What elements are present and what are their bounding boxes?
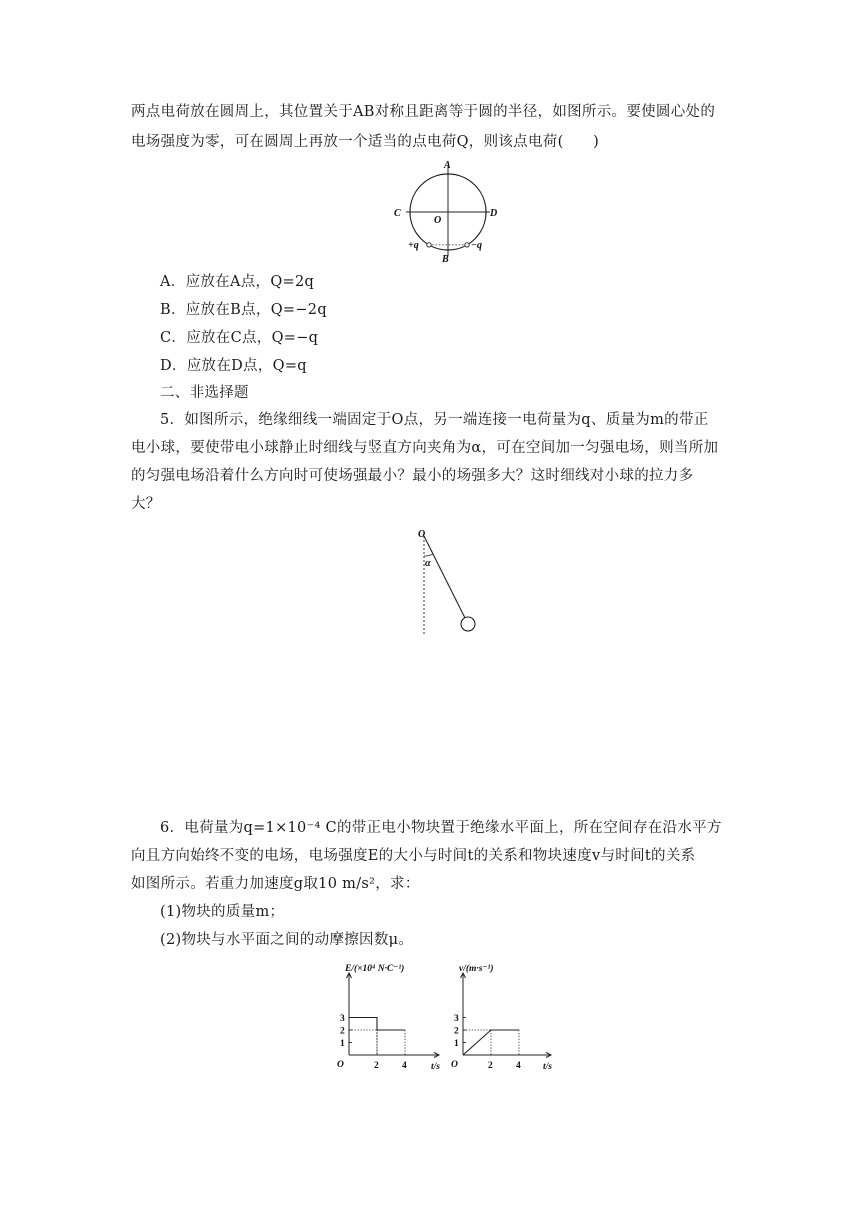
- chart-v-origin-label: O: [451, 1060, 458, 1070]
- label-alpha: α: [425, 558, 431, 569]
- q6-stem-line1: 6．电荷量为q=1×10⁻⁴ C的带正电小物块置于绝缘水平面上，所在空间存在沿水平方: [160, 820, 722, 836]
- q4-option-a: A．应放在A点，Q=2q: [160, 274, 315, 290]
- label-minus-q: −q: [471, 240, 483, 251]
- chart-e-y-tick-label: 2: [340, 1026, 345, 1037]
- label-plus-q: +q: [408, 240, 419, 251]
- chart-v-ylabel: v/(m·s⁻¹): [459, 964, 494, 974]
- chart-e-origin-label: O: [337, 1060, 344, 1070]
- thread: [424, 536, 465, 618]
- label-a: A: [444, 160, 451, 171]
- chart-v-x-tick-label: 2: [488, 1061, 493, 1071]
- chart-e-x-tick-label: 4: [402, 1061, 407, 1071]
- q5-stem-line2: 电小球，要使带电小球静止时细线与竖直方向夹角为α，可在空间加一匀强电场，则当所加: [131, 440, 719, 456]
- q4-stem-line2: 电场强度为零，可在圆周上再放一个适当的点电荷Q，则该点电荷( ): [131, 134, 600, 150]
- q6-sub-question-2: (2)物块与水平面之间的动摩擦因数μ。: [160, 932, 414, 948]
- label-o: O: [434, 215, 442, 226]
- chart-v-y-tick-label: 2: [454, 1026, 459, 1037]
- chart-v-vs-t: [452, 960, 562, 1070]
- q4-option-c: C．应放在C点，Q=−q: [160, 330, 319, 346]
- chart-e-y-tick-label: 1: [340, 1039, 345, 1049]
- q4-option-d: D．应放在D点，Q=q: [160, 358, 307, 374]
- charge-minus-marker: [465, 243, 469, 247]
- pendulum-figure: [410, 526, 490, 638]
- charged-ball: [461, 617, 475, 631]
- chart-v-xlabel: t/s: [543, 1062, 552, 1072]
- label-c: C: [394, 208, 401, 219]
- q6-sub-question-1: (1)物块的质量m；: [160, 904, 285, 920]
- chart-v-x-tick-label: 4: [516, 1061, 521, 1071]
- q5-stem-line4: 大？: [131, 496, 161, 512]
- q4-stem-line1: 两点电荷放在圆周上，其位置关于AB对称且距离等于圆的半径，如图所示。要使圆心处的: [131, 104, 716, 120]
- circle-figure: [380, 156, 520, 266]
- chart-e-vs-t: [330, 960, 450, 1070]
- chart-v-y-tick-label: 3: [454, 1014, 459, 1024]
- chart-e-x-tick-label: 2: [374, 1061, 379, 1071]
- q4-option-b: B．应放在B点，Q=−2q: [160, 302, 327, 318]
- angle-arc: [424, 554, 433, 556]
- section-title: 二、非选择题: [160, 385, 249, 401]
- chart-e-y-tick-label: 3: [340, 1014, 345, 1024]
- q6-stem-line3: 如图所示。若重力加速度g取10 m/s²，求：: [131, 876, 420, 892]
- charge-plus-marker: [427, 243, 431, 247]
- chart-e-ylabel: E/(×10⁴ N·C⁻¹): [345, 964, 405, 974]
- q6-stem-line2: 向且方向始终不变的电场，电场强度E的大小与时间t的关系和物块速度v与时间t的关系: [131, 848, 696, 864]
- chart-e-xlabel: t/s: [431, 1062, 440, 1072]
- label-b: B: [442, 254, 449, 265]
- label-d: D: [490, 208, 498, 219]
- q5-stem-line1: 5．如图所示，绝缘细线一端固定于O点，另一端连接一电荷量为q、质量为m的带正: [160, 412, 709, 428]
- chart-v-y-tick-label: 1: [454, 1039, 459, 1049]
- label-o: O: [418, 529, 426, 540]
- q5-stem-line3: 的匀强电场沿着什么方向时可使场强最小？最小的场强多大？这时细线对小球的拉力多: [131, 468, 694, 484]
